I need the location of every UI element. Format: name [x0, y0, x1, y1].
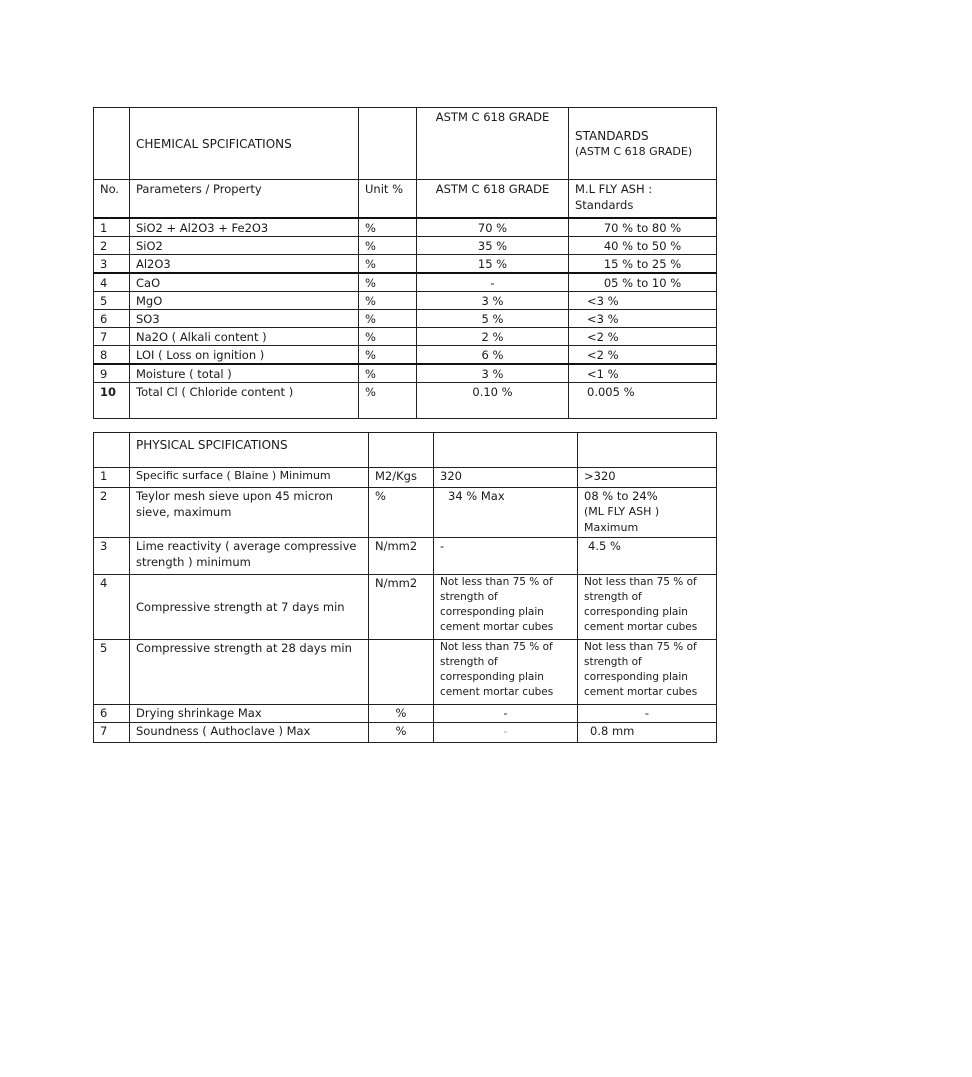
row-unit: %	[369, 705, 434, 723]
row-no: 3	[94, 538, 130, 575]
row-unit: %	[359, 273, 417, 292]
row-unit	[369, 640, 434, 705]
phys-title-blank	[94, 433, 130, 468]
row-no: 5	[94, 640, 130, 705]
row-param: SO3	[130, 309, 359, 327]
row-param: CaO	[130, 273, 359, 292]
row-mlfa: Not less than 75 % of strength of corresponding plain cement mortar cubes	[578, 640, 717, 705]
row-astm: 6 %	[417, 345, 569, 364]
phys-title-blank	[434, 433, 578, 468]
row-param: SiO2 + Al2O3 + Fe2O3	[130, 218, 359, 237]
col-mlfa-line1: M.L FLY ASH :	[575, 182, 653, 196]
table-row	[94, 640, 717, 705]
col-unit: Unit %	[359, 180, 417, 218]
row-param: Drying shrinkage Max	[130, 705, 369, 723]
row-unit: %	[359, 236, 417, 254]
table-row	[94, 382, 717, 418]
row-no: 7	[94, 723, 130, 743]
row-mlfa	[578, 488, 717, 538]
row-no: 4	[94, 273, 130, 292]
col-mlfa	[569, 180, 717, 218]
table-row	[94, 538, 717, 575]
row-mlfa: <1 %	[569, 364, 717, 383]
table-row	[94, 345, 717, 364]
chem-header-astm-top: ASTM C 618 GRADE	[417, 108, 569, 180]
table-row	[94, 488, 717, 538]
phys-title-row	[94, 433, 717, 468]
row-unit: %	[359, 218, 417, 237]
row-param: Na2O ( Alkali content )	[130, 327, 359, 345]
row-astm: 15 %	[417, 254, 569, 273]
row-unit: %	[359, 291, 417, 309]
row-mlfa: 05 % to 10 %	[569, 273, 717, 292]
table-row	[94, 273, 717, 292]
phys-title-blank	[369, 433, 434, 468]
row-mlfa: <3 %	[569, 309, 717, 327]
table-row	[94, 705, 717, 723]
row-astm: -	[434, 723, 578, 743]
row-astm: -	[434, 538, 578, 575]
table-row	[94, 468, 717, 488]
row-unit: %	[359, 345, 417, 364]
row-unit: %	[359, 382, 417, 418]
row-mlfa: <2 %	[569, 345, 717, 364]
table-row	[94, 309, 717, 327]
row-unit: %	[359, 254, 417, 273]
chem-header-standards-line2: (ASTM C 618 GRADE)	[575, 145, 693, 158]
row-astm: 5 %	[417, 309, 569, 327]
row-no: 8	[94, 345, 130, 364]
row-param: Moisture ( total )	[130, 364, 359, 383]
row-astm: 0.10 %	[417, 382, 569, 418]
row-no: 3	[94, 254, 130, 273]
row-astm: 320	[434, 468, 578, 488]
row-mlfa: >320	[578, 468, 717, 488]
row-unit: %	[359, 327, 417, 345]
table-row	[94, 218, 717, 237]
row-astm: 70 %	[417, 218, 569, 237]
row-param: Total Cl ( Chloride content )	[130, 382, 359, 418]
row-param: Al2O3	[130, 254, 359, 273]
phys-title: PHYSICAL SPCIFICATIONS	[130, 433, 369, 468]
row-astm: 3 %	[417, 364, 569, 383]
row-no: 9	[94, 364, 130, 383]
row-no: 4	[94, 575, 130, 640]
row-no: 2	[94, 236, 130, 254]
row-mlfa: <3 %	[569, 291, 717, 309]
row-unit: N/mm2	[369, 538, 434, 575]
row-param: Lime reactivity ( average compressive strength ) minimum	[130, 538, 369, 575]
row-no: 10	[94, 382, 130, 418]
row-astm: Not less than 75 % of strength of corresponding plain cement mortar cubes	[434, 575, 578, 640]
row-astm: -	[434, 705, 578, 723]
row-mlfa: <2 %	[569, 327, 717, 345]
row-no: 5	[94, 291, 130, 309]
chem-header-standards-line1: STANDARDS	[575, 129, 649, 143]
row-param: Teylor mesh sieve upon 45 micron sieve, maximum	[130, 488, 369, 538]
row-mlfa: 0.005 %	[569, 382, 717, 418]
row-unit: N/mm2	[369, 575, 434, 640]
row-param: Compressive strength at 28 days min	[130, 640, 369, 705]
table-row	[94, 236, 717, 254]
row-no: 2	[94, 488, 130, 538]
col-no: No.	[94, 180, 130, 218]
row-no: 6	[94, 309, 130, 327]
col-param: Parameters / Property	[130, 180, 359, 218]
row-mlfa: 4.5 %	[578, 538, 717, 575]
row-mlfa: -	[578, 705, 717, 723]
row-mlfa-line3: Maximum	[584, 521, 639, 534]
row-param: Soundness ( Authoclave ) Max	[130, 723, 369, 743]
row-param: SiO2	[130, 236, 359, 254]
chem-column-header-row	[94, 180, 717, 218]
row-no: 1	[94, 468, 130, 488]
row-unit: %	[369, 723, 434, 743]
table-row	[94, 291, 717, 309]
row-unit: %	[359, 364, 417, 383]
row-mlfa-line1: 08 % to 24%	[584, 489, 658, 503]
table-row	[94, 575, 717, 640]
row-unit: M2/Kgs	[369, 468, 434, 488]
chem-title-blank	[94, 108, 130, 180]
row-no: 7	[94, 327, 130, 345]
chem-header-standards	[569, 108, 717, 180]
row-mlfa: Not less than 75 % of strength of corresponding plain cement mortar cubes	[578, 575, 717, 640]
row-astm: 2 %	[417, 327, 569, 345]
row-param: MgO	[130, 291, 359, 309]
row-mlfa-line2: (ML FLY ASH )	[584, 505, 660, 518]
row-astm: -	[417, 273, 569, 292]
row-astm: 3 %	[417, 291, 569, 309]
row-astm: Not less than 75 % of strength of corresponding plain cement mortar cubes	[434, 640, 578, 705]
row-param: Specific surface ( Blaine ) Minimum	[130, 468, 369, 488]
col-astm: ASTM C 618 GRADE	[417, 180, 569, 218]
row-unit: %	[359, 309, 417, 327]
physical-specifications-table	[93, 432, 717, 743]
chemical-specifications-table	[93, 107, 717, 419]
row-param: Compressive strength at 7 days min	[130, 575, 369, 640]
row-no: 6	[94, 705, 130, 723]
row-mlfa: 15 % to 25 %	[569, 254, 717, 273]
row-astm: 34 % Max	[434, 488, 578, 538]
row-mlfa: 40 % to 50 %	[569, 236, 717, 254]
phys-title-blank	[578, 433, 717, 468]
row-unit: %	[369, 488, 434, 538]
row-mlfa: 0.8 mm	[578, 723, 717, 743]
row-param: LOI ( Loss on ignition )	[130, 345, 359, 364]
table-row	[94, 723, 717, 743]
table-row	[94, 364, 717, 383]
chem-title-unit-blank	[359, 108, 417, 180]
table-row	[94, 327, 717, 345]
chem-title: CHEMICAL SPCIFICATIONS	[130, 108, 359, 180]
row-mlfa: 70 % to 80 %	[569, 218, 717, 237]
row-astm: 35 %	[417, 236, 569, 254]
table-row	[94, 254, 717, 273]
chem-title-row	[94, 108, 717, 180]
col-mlfa-line2: Standards	[575, 198, 634, 212]
row-no: 1	[94, 218, 130, 237]
